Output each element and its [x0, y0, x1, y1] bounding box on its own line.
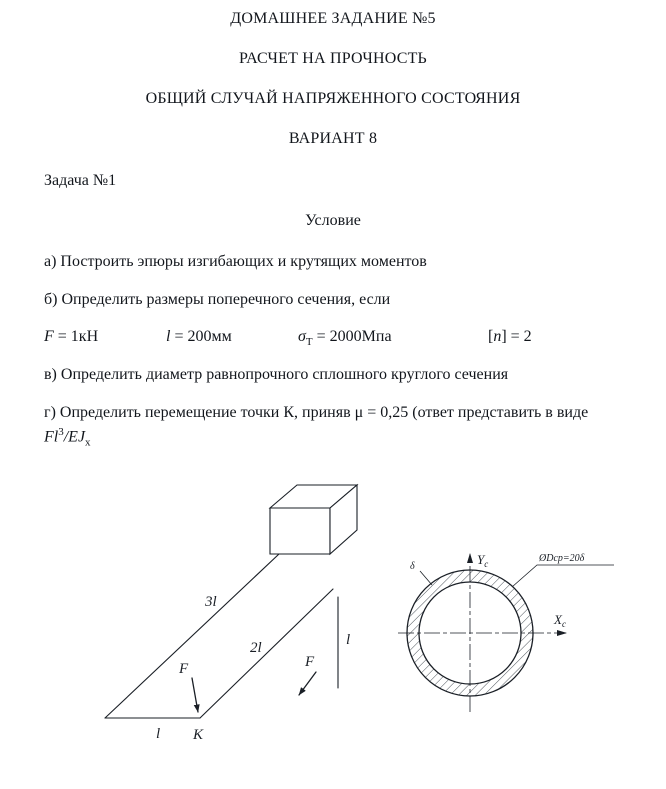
label-2l: 2l — [250, 640, 262, 656]
formula-subscript: x — [85, 436, 91, 449]
item-a: а) Построить эпюры изгибающих и крутящих моментов — [44, 252, 427, 270]
param-safety-factor: [n] = 2 — [488, 327, 532, 345]
title-line-2: РАСЧЕТ НА ПРОЧНОСТЬ — [239, 50, 427, 67]
label-l-right: l — [346, 632, 351, 648]
item-g — [44, 402, 622, 450]
figure-svg — [0, 466, 666, 784]
label-3l: 3l — [205, 594, 217, 610]
length-symbol: l — [166, 327, 171, 345]
formula-part-1: Fl — [44, 427, 59, 445]
condition-heading: Условие — [305, 212, 361, 230]
force-arrow-left — [192, 678, 198, 712]
sigma-subscript: Т — [305, 335, 313, 348]
length-value: = 200мм — [170, 327, 232, 345]
sigma-symbol: σ — [298, 327, 306, 345]
task-number: Задача №1 — [44, 172, 117, 189]
item-v: в) Определить диаметр равнопрочного сплошного круглого сечения — [44, 365, 509, 383]
force-value: = 1кН — [53, 327, 99, 345]
item-g-text: г) Определить перемещение точки К, приняв μ = 0,25 (ответ представить в виде — [44, 404, 589, 422]
formula-superscript: 3 — [58, 425, 64, 438]
diameter-leader — [512, 565, 614, 587]
label-diameter: ØDср=20δ — [539, 553, 585, 564]
segment-3l — [105, 554, 279, 718]
formula-part-2: /EJ — [63, 427, 86, 445]
param-sigma — [298, 328, 488, 348]
figure-area — [0, 466, 666, 784]
label-force-right: F — [305, 654, 315, 670]
label-y-axis: $Y_c$ — [477, 552, 489, 569]
title-line-3: ОБЩИЙ СЛУЧАЙ НАПРЯЖЕННОГО СОСТОЯНИЯ — [145, 90, 521, 107]
label-force-left: F — [179, 661, 189, 677]
param-length — [166, 328, 298, 348]
force-arrow-right — [299, 672, 316, 695]
n-symbol: n — [493, 327, 502, 345]
label-l-bottom: l — [156, 726, 161, 742]
label-x-axis: $X_c$ — [554, 612, 566, 629]
label-thickness: δ — [410, 561, 415, 572]
given-values-row — [44, 328, 622, 348]
sigma-value: = 2000Мпа — [312, 327, 392, 345]
fixed-support-cube — [270, 485, 357, 554]
rod-sketch — [105, 485, 357, 718]
label-point-k: K — [193, 727, 204, 743]
thickness-leader — [420, 571, 432, 585]
item-b: б) Определить размеры поперечного сечения, если — [44, 291, 391, 309]
title-line-1: ДОМАШНЕЕ ЗАДАНИЕ №5 — [230, 10, 436, 27]
force-symbol: F — [44, 327, 54, 345]
rod-labels — [156, 594, 350, 743]
title-line-4: ВАРИАНТ 8 — [288, 130, 378, 147]
cross-section — [398, 552, 614, 712]
document-header — [44, 10, 622, 148]
param-force — [44, 328, 166, 348]
